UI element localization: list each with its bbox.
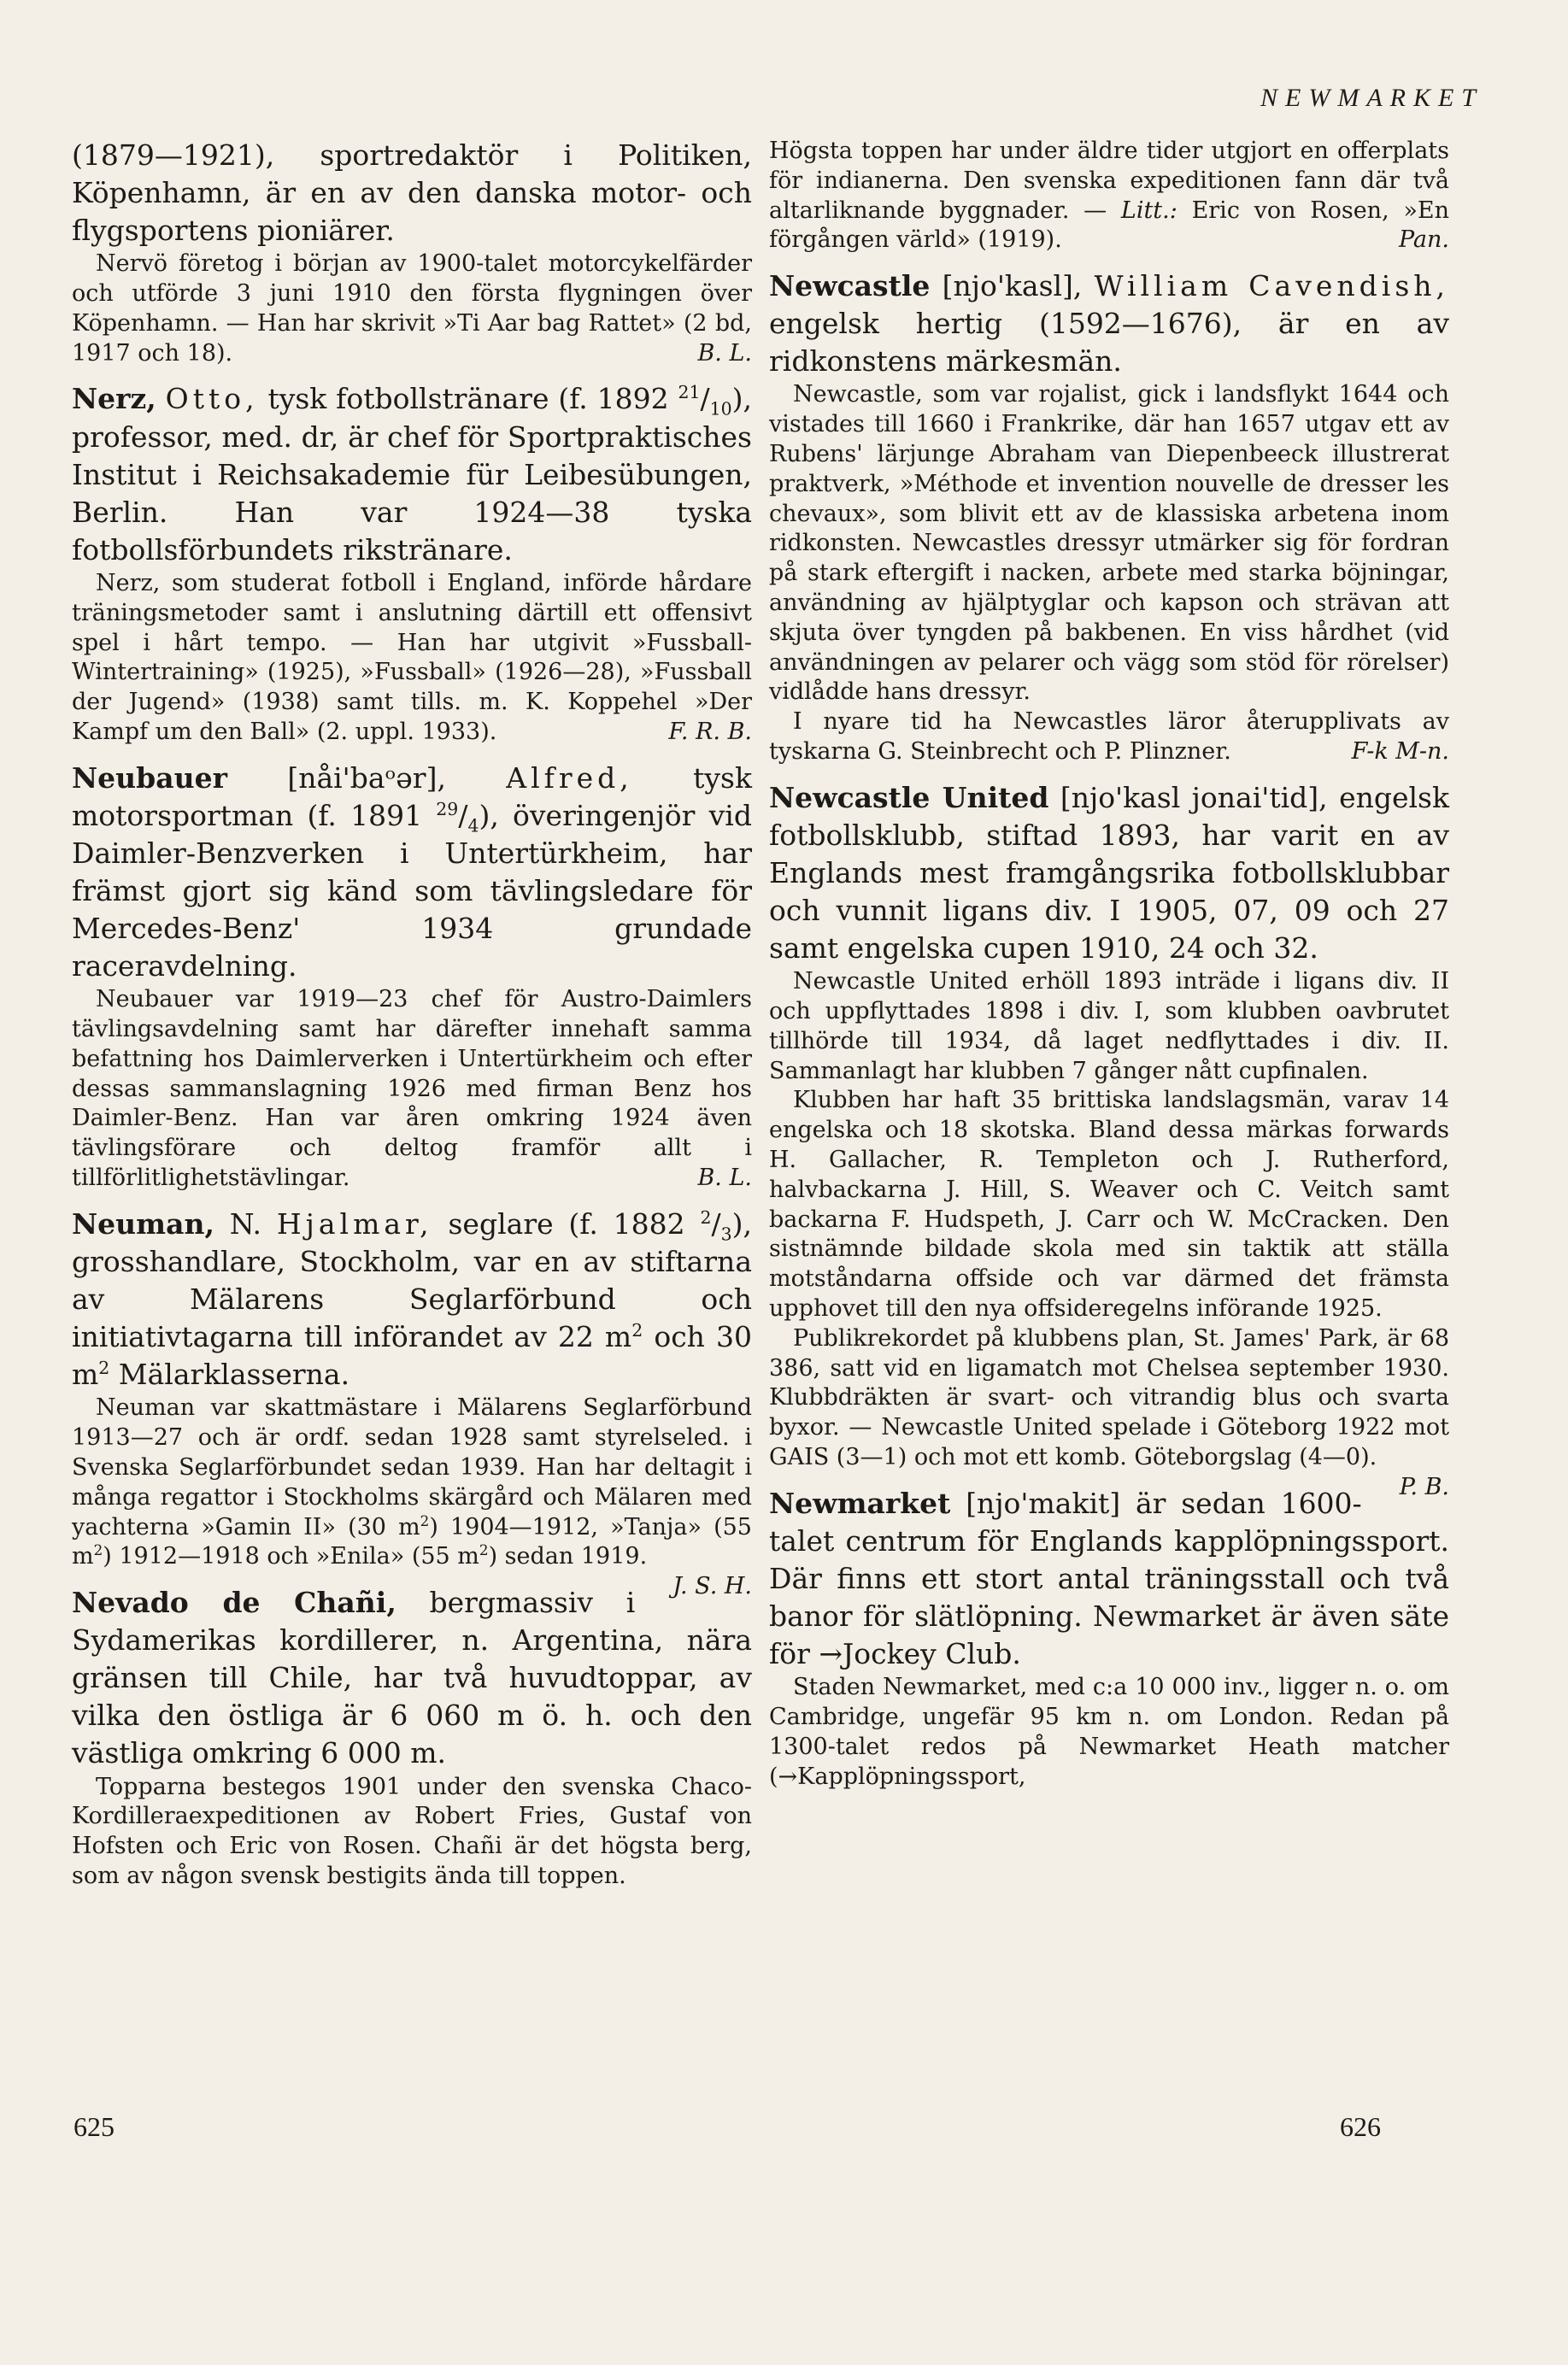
page-number-right: 626 [1340, 2111, 1381, 2142]
entry-nevado-body: Topparna bestegos 1901 under den svenska Chaco-Kordilleraexpeditionen av Robert Fries, Gustaf von Hofsten och Eric von Rosen. Chañi är det högsta berg, som av någon svensk bestigits ända till toppen. [72, 1773, 752, 1889]
signature: F-k M-n. [1351, 738, 1449, 766]
pronunciation: [njo'kasl jonai'tid], [1060, 780, 1328, 814]
entry-newcastle-lead: Newcastle [njo'kasl], William Cavendish, engelsk hertig (1592—1676), är en av ridkonstens märkesmän. [769, 269, 1450, 379]
entry-newcastle [769, 267, 1449, 767]
entry-neuman-body: Neuman var skattmästare i Mälarens Seglarförbund 1913—27 och är ordf. sedan 1928 samt styrelseled. i Svenska Seglarförbundet sedan 1939. Han har deltagit i många regattor i Stockholms skärgård och Mälaren med yachterna »Gamin II» (30 $m^2$) 1904—1912, »Tanja» (55 $m^2$) 1912—1918 och »Enila» (55 $m^2$) sedan 1919. J. S. H. [72, 1394, 752, 1572]
entry-newcastle-body-2: I nyare tid ha Newcastles läror återupplivats av tyskarna G. Steinbrecht och P. Plinzner. F-k M-n. [769, 707, 1449, 767]
running-head: NEWMARKET [1260, 84, 1483, 112]
cross-reference-arrow-icon: → [819, 1637, 843, 1671]
headword: Neubauer [72, 760, 227, 795]
entry-nervo-body: Nervö företog i början av 1900-talet motorcykelfärder och utförde 3 juni 1910 den första flygningen över Köpenhamn. — Han har skrivit »Ti Aar bag Rattet» (2 bd, 1917 och 18). B. L. [72, 249, 752, 368]
entry-neuman [72, 1206, 753, 1600]
page-number-left: 625 [73, 2111, 115, 2142]
pronunciation: [njo'kasl], [942, 269, 1083, 303]
entry-newmarket [769, 1485, 1449, 1793]
entry-nevado-continued [769, 137, 1449, 255]
entry-nervo-lead: (1879—1921), sportredaktör i Politiken, Köpenhamn, är en av den danska motor- och flygsportens pioniärer. [72, 138, 752, 248]
cross-reference[interactable]: Kapplöpningssport, [797, 1763, 1026, 1790]
entry-nervo [72, 137, 752, 368]
column-left [72, 137, 752, 1892]
entry-neubauer-body: Neubauer var 1919—23 chef för Austro-Daimlers tävlingsavdelning samt har därefter innehaft samma befattning hos Daimlerverken i Untertürkheim och efter dessas sammanslagning 1926 med firman Benz hos Daimler-Benz. Han var åren omkring 1924 även tävlingsförare och deltog framför allt i tillförlitlighetstävlingar. B. L. [72, 985, 752, 1194]
signature: B. L. [697, 1165, 752, 1192]
signature: F. R. B. [668, 718, 752, 745]
entry-nerz-lead: Nerz, Otto, tysk fotbollstränare (f. 1892 $^{21}/_{10}$), professor, med. dr, är chef för Sportpraktisches Institut i Reichsakademie für Leibesübungen, Berlin. Han var 1924—38 tyska fotbollsförbundets rikstränare. [72, 382, 753, 566]
pronunciation: [njo'makit] [966, 1486, 1121, 1520]
signature: B. L. [697, 339, 752, 367]
entry-newcastle-united [769, 779, 1449, 1500]
entry-nerz [72, 380, 752, 747]
given-name: William Cavendish, [1094, 269, 1450, 303]
headword: Newcastle United [769, 780, 1049, 814]
headword: Newmarket [769, 1486, 951, 1520]
cross-reference[interactable]: Jockey Club. [843, 1637, 1021, 1671]
column-right [769, 137, 1449, 1793]
signature: J. S. H. [672, 1573, 752, 1600]
entry-newmarket-lead: Newmarket [njo'makit] är sedan 1600-talet centrum för Englands kapplöpningssport. Där finns ett stort antal träningsstall och två banor för slätlöpning. Newmarket är även säte för →Jockey Club. [769, 1486, 1449, 1671]
entry-nerz-body: Nerz, som studerat fotboll i England, införde hårdare träningsmetoder samt i anslutning därtill ett offensivt spel i hårt tempo. — Han har utgivit »Fussball-Wintertraining» (1925), »Fussball» (1926—28), »Fussball der Jugend» (1938) samt tills. m. K. Koppehel »Der Kampf um den Ball» (2. uppl. 1933). F. R. B. [72, 569, 752, 748]
headword: Newcastle [769, 269, 931, 303]
entry-newcastle-united-body-2: Klubben har haft 35 brittiska landslagsmän, varav 14 engelska och 18 skotska. Bland dessa märkas forwards H. Gallacher, R. Templeton och J. Rutherford, halvbackarna J. Hill, S. Weaver och C. Veitch samt backarna F. Hudspeth, J. Carr och W. McCracken. Den sistnämnde bildade skola med sin taktik att ställa motståndarna offside och var därmed det främsta upphovet till den nya offsideregelns införande 1925. [769, 1087, 1449, 1323]
entry-neubauer-lead: Neubauer [nåi'baᵒər], Alfred, tysk motorsportman (f. 1891 $^{29}/_4$), överingenjör vid Daimler-Benzverken i Untertürkheim, har främst gjort sig känd som tävlingsledare för Mercedes-Benz' 1934 grundade raceravdelning. [72, 760, 752, 983]
entry-nevado-lead: Nevado de Chañi, bergmassiv i Sydamerikas kordillerer, n. Argentina, nära gränsen till Chile, har två huvudtoppar, av vilka den östliga är 6 060 m ö. h. och den västliga omkring 6 000 m. [72, 1586, 752, 1770]
entry-nevado [72, 1584, 752, 1892]
cross-reference-arrow-icon: → [778, 1763, 798, 1790]
pronunciation: [nåi'baᵒər], [287, 760, 446, 795]
headword: Nerz, [72, 382, 156, 416]
entry-newcastle-body-1: Newcastle, som var rojalist, gick i landsflykt 1644 och vistades till 1660 i Frankrike, där han 1657 utgav ett av Rubens' lärjunge Abraham van Diepenbeeck illustrerat praktverk, »Méthode et invention nouvelle de dresser les chevaux», som blivit ett av de klassiska arbetena inom ridkonsten. Newcastles dressyr utmärker sig för fordran på stark eftergift i nacken, arbete med starka böjningar, användning av hjälptyglar och kapson och strävan att skjuta över tyngden på bakbenen. En viss hårdhet (vid användningen av pelarer och vägg som stöd för rörelser) vidlådde hans dressyr. [769, 381, 1449, 706]
entry-neubauer [72, 760, 752, 1194]
signature: Pan. [1398, 226, 1449, 254]
entry-newcastle-united-lead: Newcastle United [njo'kasl jonai'tid], engelsk fotbollsklubb, stiftad 1893, har varit en av Englands mest framgångsrika fotbollsklubbar och vunnit ligans div. I 1905, 07, 09 och 27 samt engelska cupen 1910, 24 och 32. [769, 780, 1449, 965]
headword: Neuman, [72, 1206, 214, 1241]
entry-newcastle-united-body-3: Publikrekordet på klubbens plan, St. James' Park, är 68 386, satt vid en ligamatch mot Chelsea september 1930. Klubbdräkten är svart- och vitrandig blus och svarta byxor. — Newcastle United spelade i Göteborg 1922 mot GAIS (3—1) och mot ett komb. Göteborgslag (4—0). P. B. [769, 1324, 1449, 1473]
entry-newcastle-united-body-1: Newcastle United erhöll 1893 inträde i ligans div. II och uppflyttades 1898 i div. I, som klubben oavbrutet tillhörde till 1934, då laget nedflyttades i div. II. Sammanlagt har klubben 7 gånger nått cupfinalen. [769, 968, 1449, 1084]
given-name: Hjalmar, [276, 1206, 433, 1241]
entry-newmarket-body: Staden Newmarket, med c:a 10 000 inv., ligger n. o. om Cambridge, ungefär 95 km n. om London. Redan på 1300-talet redos på Newmarket Heath matcher (→Kapplöpningssport, [769, 1674, 1449, 1790]
signature: P. B. [1399, 1473, 1449, 1500]
entry-nevado-cont-body: Högsta toppen har under äldre tider utgjort en offerplats för indianerna. Den svenska expeditionen fann där två altarliknande byggnader. — Litt.: Eric von Rosen, »En förgången värld» (1919). Pan. [769, 137, 1449, 255]
given-name: Alfred, [506, 760, 633, 795]
headword: Nevado de Chañi, [72, 1586, 396, 1620]
entry-neuman-lead: Neuman, N. Hjalmar, seglare (f. 1882 $^2/_3$), grosshandlare, Stockholm, var en av stiftarna av Mälarens Seglarförbund och initiativtagarna till införandet av 22 $m^2$ och 30 $m^2$ Mälarklasserna. [72, 1206, 753, 1392]
given-name: Otto, [165, 382, 259, 416]
